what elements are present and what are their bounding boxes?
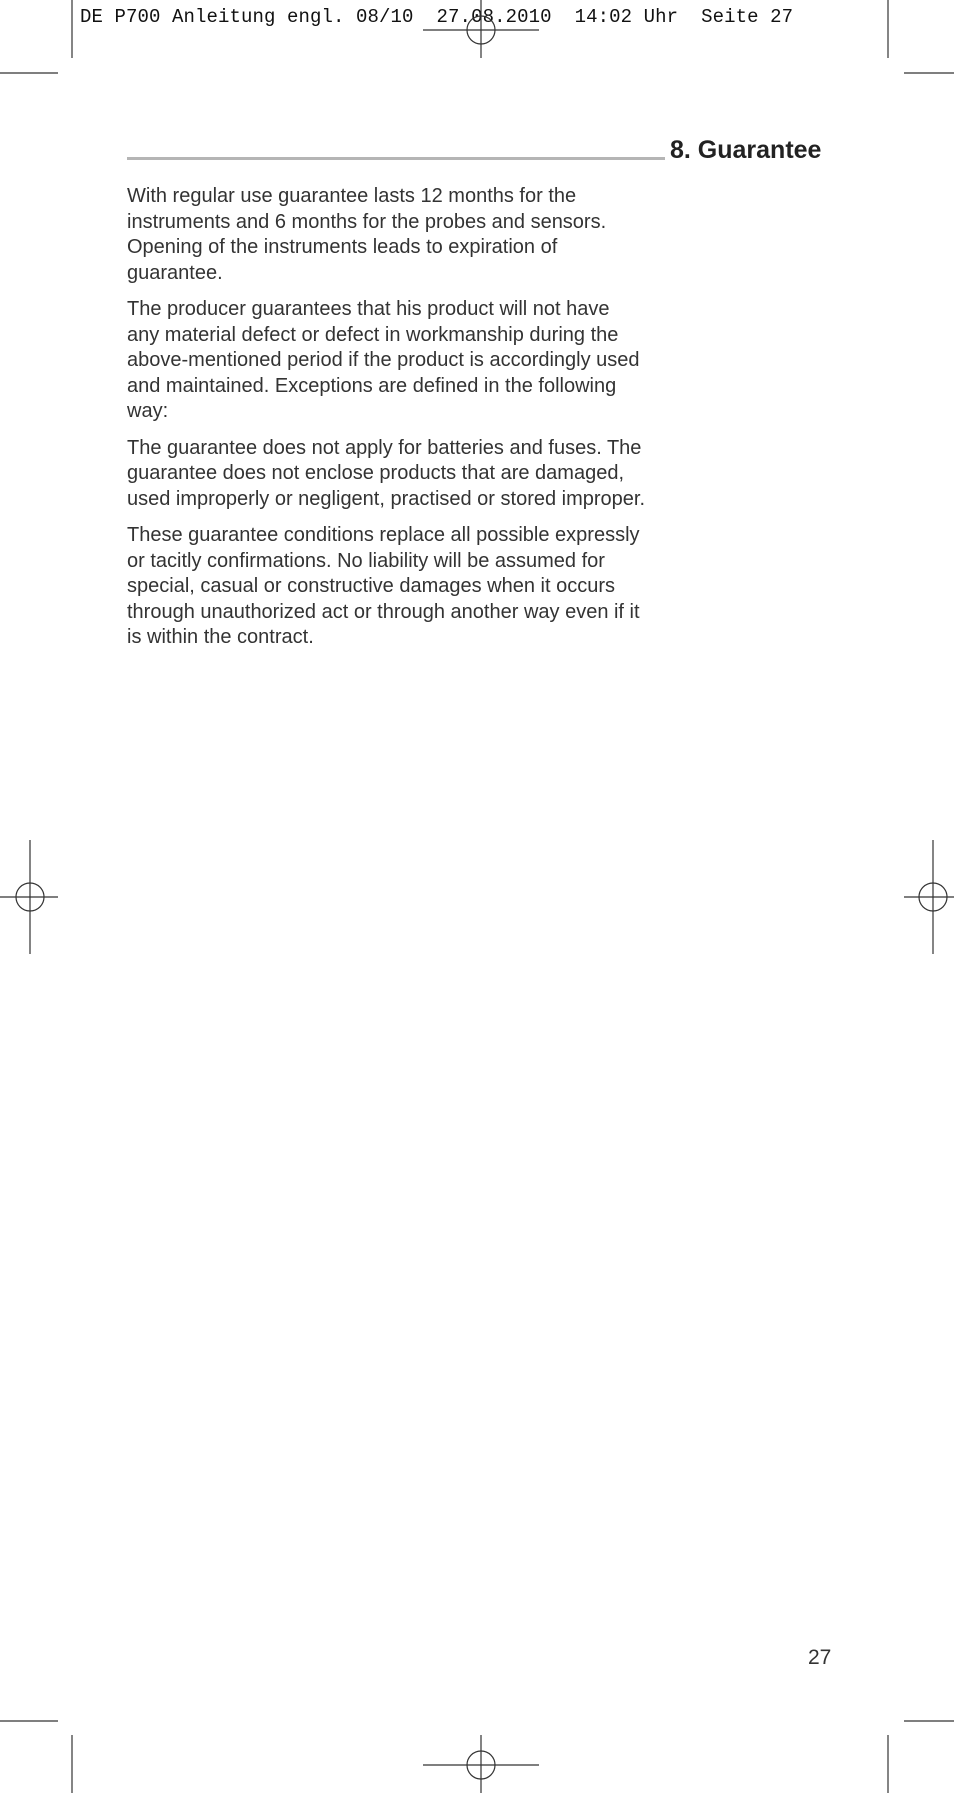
print-slug: DE P700 Anleitung engl. 08/10 27.08.2010 14:02 Uhr Seite 27 bbox=[80, 6, 794, 28]
page-number: 27 bbox=[808, 1646, 832, 1669]
registration-mark-bottom bbox=[423, 1735, 539, 1793]
registration-mark-right bbox=[904, 840, 954, 954]
paragraph: With regular use guarantee lasts 12 months for the instruments and 6 months for the probes and sensors. Opening of the instruments leads to expiration of guarantee. bbox=[127, 185, 607, 284]
registration-mark-left bbox=[0, 840, 58, 954]
paragraph: The producer guarantees that his product will not have any material defect or defect in workmanship during the above-mentioned period if the product is accordingly used and maintained. Exceptions are defined in the following way: bbox=[127, 298, 640, 422]
body-text bbox=[127, 184, 647, 662]
registration-mark-top bbox=[423, 0, 539, 58]
paragraph: The guarantee does not apply for batteries and fuses. The guarantee does not enclose products that are damaged, used improperly or negligent, practised or stored improper. bbox=[127, 436, 646, 510]
section-title: 8. Guarantee bbox=[670, 136, 822, 164]
section-rule bbox=[127, 157, 665, 160]
paragraph: These guarantee conditions replace all possible expressly or tacitly confirmations. No liability will be assumed for special, casual or constructive damages when it occurs through unauthorized act or through another way even if it is within the contract. bbox=[127, 524, 640, 648]
